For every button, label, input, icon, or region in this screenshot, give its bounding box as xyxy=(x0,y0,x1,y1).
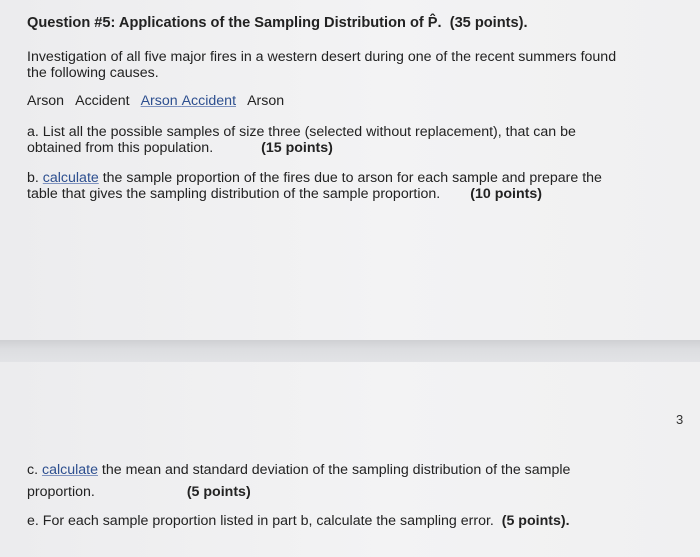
cause-1: Arson xyxy=(27,93,65,109)
part-b-calculate-link[interactable]: calculate xyxy=(42,170,99,186)
causes-list xyxy=(27,93,284,109)
part-e-text: e. For each sample proportion listed in part b, calculate the sampling error. xyxy=(27,513,494,529)
part-e-line xyxy=(27,513,570,529)
question-title xyxy=(27,15,528,31)
part-c-prefix: c. xyxy=(27,462,42,478)
intro-line-1: Investigation of all five major fires in a western desert during one of the recent summers found xyxy=(27,49,617,65)
part-a-line-1: a. List all the possible samples of size three (selected without replacement), that can be xyxy=(27,124,576,140)
part-b-points: (10 points) xyxy=(470,186,542,202)
part-b-line-2-text: table that gives the sampling distribution of the sample proportion. xyxy=(27,186,441,202)
part-a-line-2 xyxy=(27,140,333,156)
cause-2: Accident xyxy=(75,93,130,109)
part-a-line-2-text: obtained from this population. xyxy=(27,140,214,156)
part-a-points: (15 points) xyxy=(261,140,333,156)
part-c-line-1 xyxy=(27,462,570,478)
p-hat-symbol: P̂ xyxy=(427,15,438,31)
part-b-prefix: b. xyxy=(27,170,43,186)
cause-3-link[interactable]: Arson xyxy=(140,93,178,109)
part-c-line-2-text: proportion. xyxy=(27,484,95,500)
part-c-line-2 xyxy=(27,484,251,500)
part-c-line-1-text: the mean and standard deviation of the sampling distribution of the sample xyxy=(97,462,571,478)
intro-line-2: the following causes. xyxy=(27,65,159,81)
cause-4-link[interactable]: Accident xyxy=(181,93,237,109)
page-number: 3 xyxy=(676,412,684,427)
question-title-text: Question #5: Applications of the Sampling Distribution of xyxy=(27,15,428,31)
part-b-line-1 xyxy=(27,170,602,186)
part-c-calculate-link[interactable]: calculate xyxy=(41,462,98,478)
cause-5: Arson xyxy=(247,93,285,109)
part-c-points: (5 points) xyxy=(186,484,251,500)
question-points: (35 points). xyxy=(449,15,528,31)
part-e-points: (5 points). xyxy=(501,513,570,529)
part-b-line-1-text: the sample proportion of the fires due to arson for each sample and prepare the xyxy=(98,170,602,186)
part-b-line-2 xyxy=(27,186,542,202)
question-title-period: . xyxy=(437,15,442,31)
page-separator xyxy=(0,340,700,362)
